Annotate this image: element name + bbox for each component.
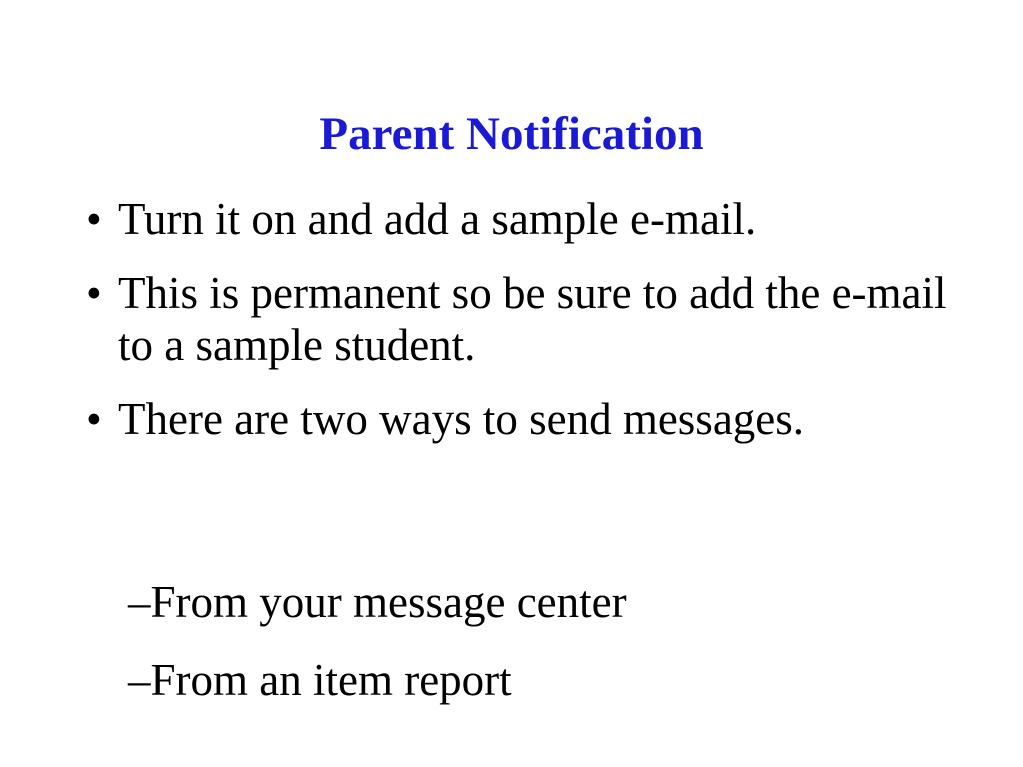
bullet-marker: •: [86, 194, 102, 244]
bullet-list: [86, 193, 966, 467]
bullet-marker: •: [86, 394, 102, 444]
bullet-marker: •: [86, 268, 102, 318]
slide-title: Parent Notification: [319, 108, 704, 160]
bullet-text: Turn it on and add a sample e-mail.: [118, 194, 757, 244]
bullet-item: [86, 393, 966, 445]
sub-bullet-item: –From your message center: [128, 577, 627, 627]
sub-bullet-item: –From an item report: [128, 655, 512, 705]
bullet-item: [86, 267, 966, 371]
bullet-item: [86, 193, 966, 245]
bullet-text: There are two ways to send messages.: [118, 394, 805, 444]
sub-bullet-list: [128, 576, 627, 732]
bullet-text: This is permanent so be sure to add the e-mail to a sample student.: [118, 268, 947, 370]
